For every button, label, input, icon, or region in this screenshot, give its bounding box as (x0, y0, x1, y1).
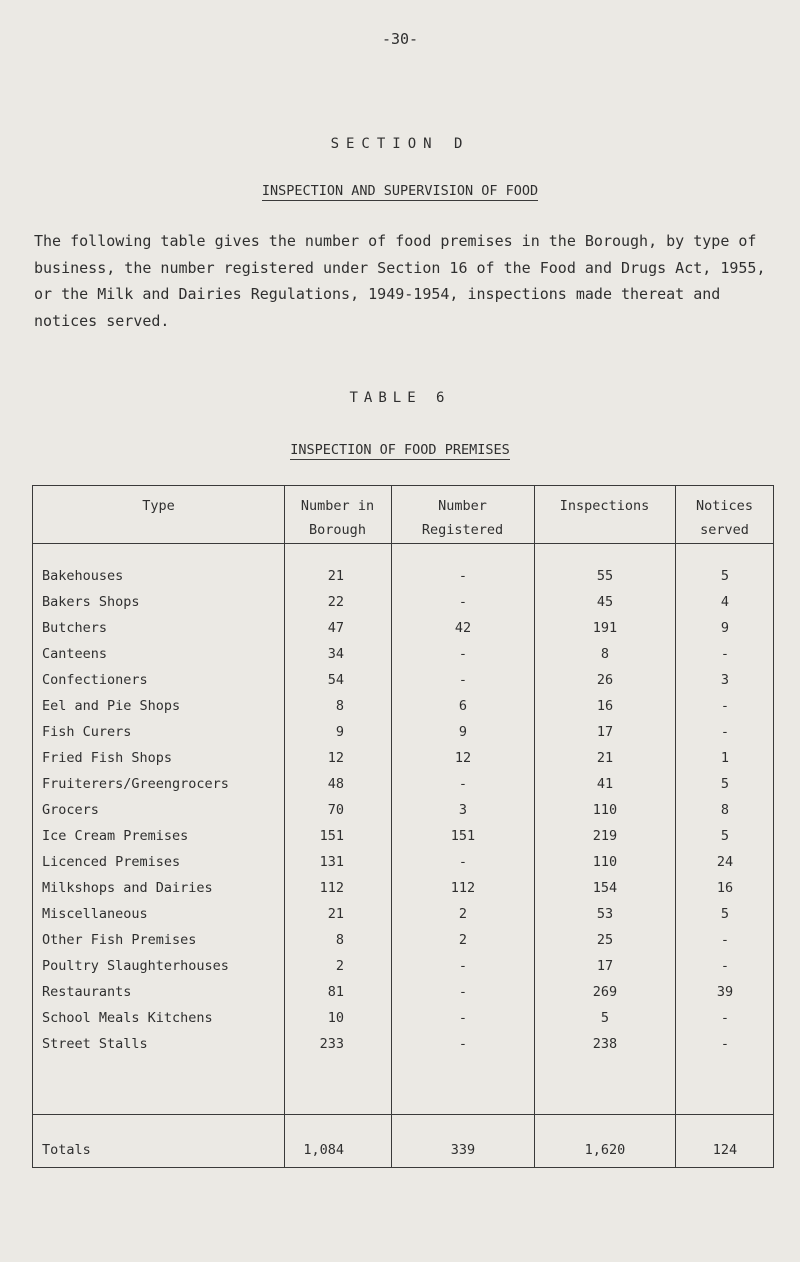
cell-type: Bakers Shops (42, 594, 140, 610)
totals-inspections: 1,620 (584, 1142, 626, 1158)
cell-borough: 54 (327, 672, 344, 688)
cell-borough: 131 (319, 854, 344, 870)
header-inspections-label: Inspections (559, 498, 650, 514)
cell-inspections: 8 (600, 646, 610, 662)
section-title: SECTION D (330, 136, 470, 152)
cell-registered: - (458, 776, 468, 792)
cell-inspections: 17 (596, 724, 614, 740)
cell-inspections: 269 (592, 984, 618, 1000)
cell-inspections: 110 (592, 802, 618, 818)
cell-type: Confectioners (42, 672, 148, 688)
cell-inspections: 191 (592, 620, 618, 636)
table-row (0, 568, 800, 594)
cell-type: Fruiterers/Greengrocers (42, 776, 229, 792)
cell-inspections: 219 (592, 828, 618, 844)
section-heading (0, 183, 800, 199)
cell-notices: 5 (720, 828, 730, 844)
cell-registered: - (458, 854, 468, 870)
cell-borough: 48 (327, 776, 344, 792)
table-row (0, 750, 800, 776)
cell-registered: 6 (458, 698, 468, 714)
cell-type: Other Fish Premises (42, 932, 197, 948)
cell-borough: 21 (327, 906, 344, 922)
header-rule (32, 543, 774, 544)
cell-borough: 12 (327, 750, 344, 766)
cell-inspections: 110 (592, 854, 618, 870)
header-notices-line1: Notices (696, 498, 753, 514)
table-row (0, 906, 800, 932)
cell-notices: 4 (720, 594, 730, 610)
cell-type: Fried Fish Shops (42, 750, 173, 766)
cell-type: Canteens (42, 646, 108, 662)
cell-registered: 2 (458, 932, 468, 948)
cell-type: Butchers (42, 620, 108, 636)
cell-inspections: 21 (596, 750, 614, 766)
cell-borough: 233 (319, 1036, 344, 1052)
cell-type: Street Stalls (42, 1036, 148, 1052)
cell-type: Poultry Slaughterhouses (42, 958, 229, 974)
cell-inspections: 17 (596, 958, 614, 974)
page-number: -30- (381, 30, 419, 48)
cell-notices: 24 (716, 854, 734, 870)
cell-type: Eel and Pie Shops (42, 698, 181, 714)
cell-registered: 42 (454, 620, 472, 636)
cell-registered: - (458, 672, 468, 688)
totals-row (0, 1142, 800, 1168)
header-number-in-borough (284, 494, 391, 542)
totals-label: Totals (42, 1142, 91, 1158)
cell-inspections: 25 (596, 932, 614, 948)
cell-notices: 5 (720, 776, 730, 792)
header-inspections (534, 494, 675, 518)
cell-notices: - (720, 698, 730, 714)
cell-borough: 8 (335, 698, 344, 714)
cell-borough: 22 (327, 594, 344, 610)
cell-inspections: 238 (592, 1036, 618, 1052)
cell-borough: 21 (327, 568, 344, 584)
cell-notices: - (720, 1036, 730, 1052)
cell-type: Milkshops and Dairies (42, 880, 213, 896)
totals-borough: 1,084 (303, 1142, 344, 1158)
cell-notices: 16 (716, 880, 734, 896)
cell-notices: 1 (720, 750, 730, 766)
cell-registered: 3 (458, 802, 468, 818)
header-registered-line1: Number (438, 498, 487, 514)
cell-registered: - (458, 594, 468, 610)
table-row (0, 932, 800, 958)
cell-type: Restaurants (42, 984, 132, 1000)
cell-notices: 5 (720, 568, 730, 584)
cell-inspections: 154 (592, 880, 618, 896)
totals-registered: 339 (450, 1142, 476, 1158)
intro-paragraph: The following table gives the number of food premises in the Borough, by type of business, the number registered under Section 16 of the Food and Drugs Act, 1955, or the Milk and Dairies Regulations, 1949-1954, inspections made thereat and notices served. (34, 232, 766, 330)
table-row (0, 594, 800, 620)
header-type (33, 494, 284, 518)
table-label: TABLE 6 (349, 390, 451, 406)
table-row (0, 802, 800, 828)
cell-notices: - (720, 724, 730, 740)
cell-registered: 12 (454, 750, 472, 766)
table-row (0, 776, 800, 802)
cell-type: Ice Cream Premises (42, 828, 189, 844)
cell-borough: 9 (335, 724, 344, 740)
table-row (0, 854, 800, 880)
table-row (0, 828, 800, 854)
cell-inspections: 55 (596, 568, 614, 584)
cell-type: Miscellaneous (42, 906, 148, 922)
header-notices-served (675, 494, 774, 542)
cell-notices: - (720, 958, 730, 974)
cell-registered: 2 (458, 906, 468, 922)
cell-registered: - (458, 1010, 468, 1026)
cell-inspections: 41 (596, 776, 614, 792)
header-borough-line1: Number in (300, 498, 375, 514)
table-title (0, 442, 800, 458)
table-row (0, 880, 800, 906)
header-borough-line2: Borough (309, 522, 366, 538)
cell-registered: 151 (450, 828, 476, 844)
cell-type: Bakehouses (42, 568, 124, 584)
table-row (0, 698, 800, 724)
header-notices-line2: served (700, 522, 749, 538)
cell-notices: 39 (716, 984, 734, 1000)
cell-type: Licenced Premises (42, 854, 181, 870)
cell-inspections: 5 (600, 1010, 610, 1026)
cell-type: Fish Curers (42, 724, 132, 740)
table-row (0, 724, 800, 750)
cell-notices: - (720, 932, 730, 948)
cell-borough: 112 (319, 880, 344, 896)
table-row (0, 646, 800, 672)
cell-registered: - (458, 646, 468, 662)
section-heading-text: INSPECTION AND SUPERVISION OF FOOD (261, 183, 539, 199)
table-row (0, 958, 800, 984)
table-row (0, 620, 800, 646)
cell-registered: 112 (450, 880, 476, 896)
cell-borough: 34 (327, 646, 344, 662)
header-registered-line2: Registered (421, 522, 504, 538)
cell-inspections: 45 (596, 594, 614, 610)
totals-notices: 124 (712, 1142, 738, 1158)
cell-borough: 47 (327, 620, 344, 636)
table-row (0, 984, 800, 1010)
cell-type: School Meals Kitchens (42, 1010, 213, 1026)
cell-notices: 8 (720, 802, 730, 818)
cell-borough: 70 (327, 802, 344, 818)
table-row (0, 1036, 800, 1062)
header-number-registered (391, 494, 534, 542)
cell-borough: 151 (319, 828, 344, 844)
cell-registered: - (458, 958, 468, 974)
cell-borough: 2 (335, 958, 344, 974)
cell-borough: 81 (327, 984, 344, 1000)
cell-inspections: 16 (596, 698, 614, 714)
cell-type: Grocers (42, 802, 99, 818)
cell-registered: - (458, 984, 468, 1000)
cell-notices: - (720, 646, 730, 662)
cell-inspections: 53 (596, 906, 614, 922)
cell-registered: - (458, 1036, 468, 1052)
cell-borough: 8 (335, 932, 344, 948)
cell-borough: 10 (327, 1010, 344, 1026)
header-type-label: Type (142, 498, 175, 514)
table-title-text: INSPECTION OF FOOD PREMISES (290, 442, 510, 458)
cell-notices: 3 (720, 672, 730, 688)
cell-inspections: 26 (596, 672, 614, 688)
table-row (0, 1010, 800, 1036)
cell-registered: - (458, 568, 468, 584)
cell-notices: 5 (720, 906, 730, 922)
table-row (0, 672, 800, 698)
totals-rule (32, 1114, 774, 1115)
cell-notices: 9 (720, 620, 730, 636)
cell-notices: - (720, 1010, 730, 1026)
cell-registered: 9 (458, 724, 468, 740)
